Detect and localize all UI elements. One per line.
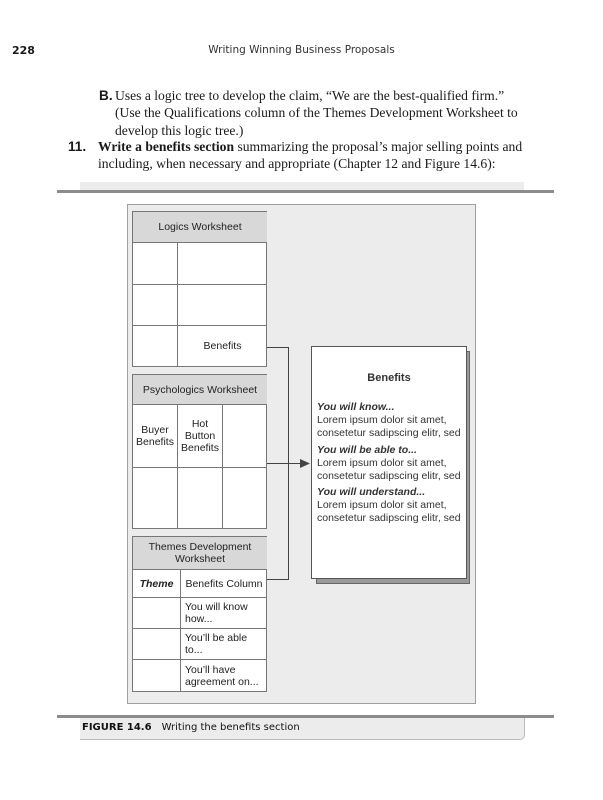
logics-cell (178, 285, 267, 326)
paragraph-b (100, 87, 530, 139)
benefits-section-text: Lorem ipsum dolor sit amet, consetetur sadipscing elitr, sed (317, 456, 461, 482)
paragraph-11 (68, 138, 538, 173)
benefits-row-cell: You’ll be able to... (181, 629, 267, 660)
psychologics-cell (223, 405, 267, 468)
themes-worksheet-title: Themes Development Worksheet (133, 537, 267, 570)
logics-benefits-cell: Benefits (203, 340, 242, 352)
paragraph-b-line2: (Use the Qualifications column of the Themes Development Worksheet to (115, 105, 518, 121)
arrow-head-icon (300, 459, 310, 468)
benefits-section-heading: You will know... (317, 401, 395, 413)
psychologics-cell (178, 468, 223, 528)
figure-top-band (80, 182, 524, 190)
figure-label: FIGURE 14.6 (82, 722, 152, 733)
running-title: Writing Winning Business Proposals (208, 44, 395, 56)
theme-cell (133, 660, 181, 691)
benefits-section-text: Lorem ipsum dolor sit amet, consetetur sadipscing elitr, sed (317, 414, 461, 440)
logics-worksheet (132, 211, 267, 367)
benefits-section-text: Lorem ipsum dolor sit amet, consetetur sadipscing elitr, sed (317, 499, 461, 525)
benefits-document (311, 346, 467, 579)
logics-worksheet-title: Logics Worksheet (133, 212, 267, 243)
theme-cell (133, 629, 181, 660)
paragraph-b-line1: Uses a logic tree to develop the claim, “We are the best-qualified firm.” (115, 88, 505, 103)
figure-top-rule (57, 190, 554, 193)
benefits-section-heading: You will be able to... (317, 443, 417, 456)
paragraph-11-bold: Write a benefits section (98, 139, 235, 154)
themes-connector (267, 579, 289, 581)
benefits-row-cell: You’ll have agreement on... (185, 663, 259, 688)
paragraph-b-label: B. (99, 88, 113, 103)
benefits-row-cell: You will know how... (181, 598, 267, 629)
figure-caption (82, 722, 300, 733)
logics-cell (178, 243, 267, 285)
logics-cell (133, 326, 178, 366)
paragraph-11-label: 11. (68, 139, 87, 154)
arrow-line (267, 463, 303, 465)
psychologics-cell (133, 468, 178, 528)
figure-caption-text: Writing the benefits section (161, 722, 300, 733)
psychologics-cell (223, 468, 267, 528)
logics-cell (133, 285, 178, 326)
benefits-document-title: Benefits (367, 372, 411, 384)
themes-worksheet (132, 536, 267, 692)
logics-cell (133, 243, 178, 285)
page-number: 228 (12, 44, 35, 57)
buyer-benefits-cell: Buyer Benefits (133, 405, 178, 468)
benefits-column-header-cell: Benefits Column (181, 570, 267, 598)
paragraph-b-line3: develop this logic tree.) (115, 122, 244, 138)
paragraph-11-line1: summarizing the proposal’s major selling points and (234, 139, 523, 154)
paragraph-11-line2: including, when necessary and appropriate (Chapter 12 and Figure 14.6): (98, 156, 496, 172)
logics-connector (267, 347, 289, 349)
theme-header-cell: Theme (133, 570, 181, 598)
theme-cell (133, 598, 181, 629)
psychologics-worksheet-title: Psychologics Worksheet (133, 375, 267, 405)
psychologics-worksheet (132, 374, 267, 529)
benefits-section-heading: You will understand... (317, 486, 426, 499)
hot-button-benefits-cell: Hot Button Benefits (178, 405, 223, 468)
